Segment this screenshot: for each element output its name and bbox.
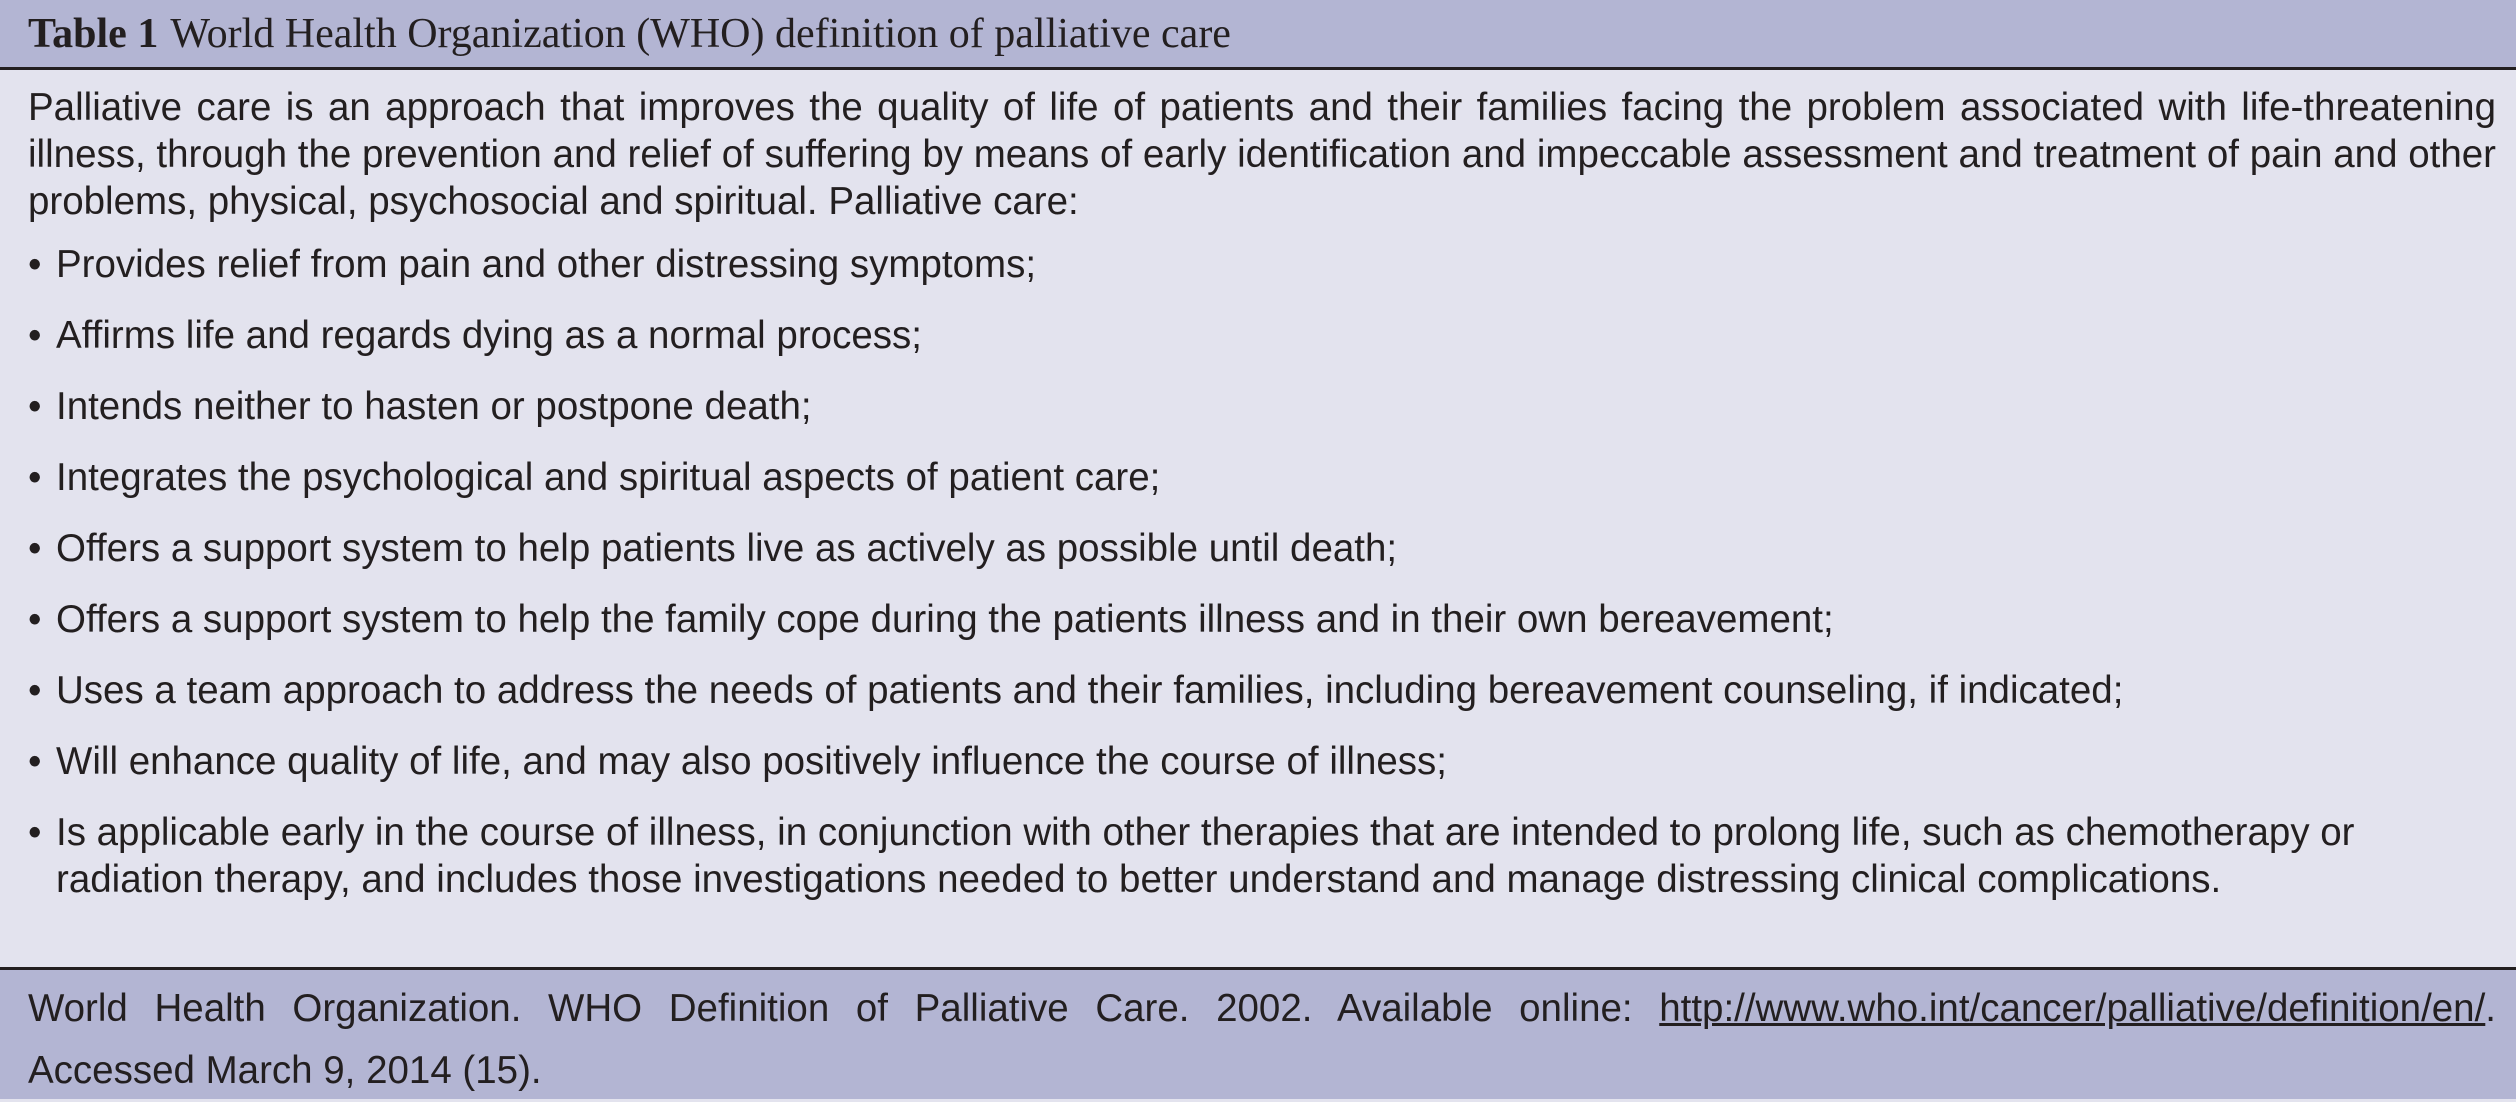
table-caption <box>0 0 2516 70</box>
table-title: World Health Organization (WHO) definition of palliative care <box>170 10 1231 57</box>
list-item: • Offers a support system to help the family cope during the patients illness and in their own bereavement; <box>28 596 2496 643</box>
table-footnote <box>0 967 2516 1099</box>
list-item: • Provides relief from pain and other distressing symptoms; <box>28 241 2496 288</box>
table-body <box>0 70 2516 964</box>
footnote-suffix: . Accessed March 9, 2014 (15). <box>28 987 2496 1092</box>
footnote-prefix: World Health Organization. WHO Definition of Palliative Care. 2002. Available online: <box>28 987 1660 1030</box>
table-label: Table 1 <box>28 10 159 57</box>
list-item: • Uses a team approach to address the needs of patients and their families, including bereavement counseling, if indicated; <box>28 667 2496 714</box>
list-item: • Will enhance quality of life, and may also positively influence the course of illness; <box>28 738 2496 785</box>
list-item: • Intends neither to hasten or postpone death; <box>28 383 2496 430</box>
intro-paragraph: Palliative care is an approach that improves the quality of life of patients and their families facing the problem associated with life-threatening illness, through the prevention and relief of suffering by means of early identification and impeccable assessment and treatment of pain and other problems, physical, psychosocial and spiritual. Palliative care: <box>28 86 2496 223</box>
list-item: • Integrates the psychological and spiritual aspects of patient care; <box>28 454 2496 501</box>
list-item: • Is applicable early in the course of illness, in conjunction with other therapies that are intended to prolong life, such as chemotherapy or radiation therapy, and includes those investigations needed to better understand and manage distressing clinical complications. <box>28 809 2496 903</box>
list-item: • Offers a support system to help patients live as actively as possible until death; <box>28 525 2496 572</box>
list-item: • Affirms life and regards dying as a normal process; <box>28 312 2496 359</box>
who-definition-link[interactable]: http://www.who.int/cancer/palliative/definition/en/ <box>1659 987 2486 1030</box>
bullet-list <box>28 241 2496 903</box>
